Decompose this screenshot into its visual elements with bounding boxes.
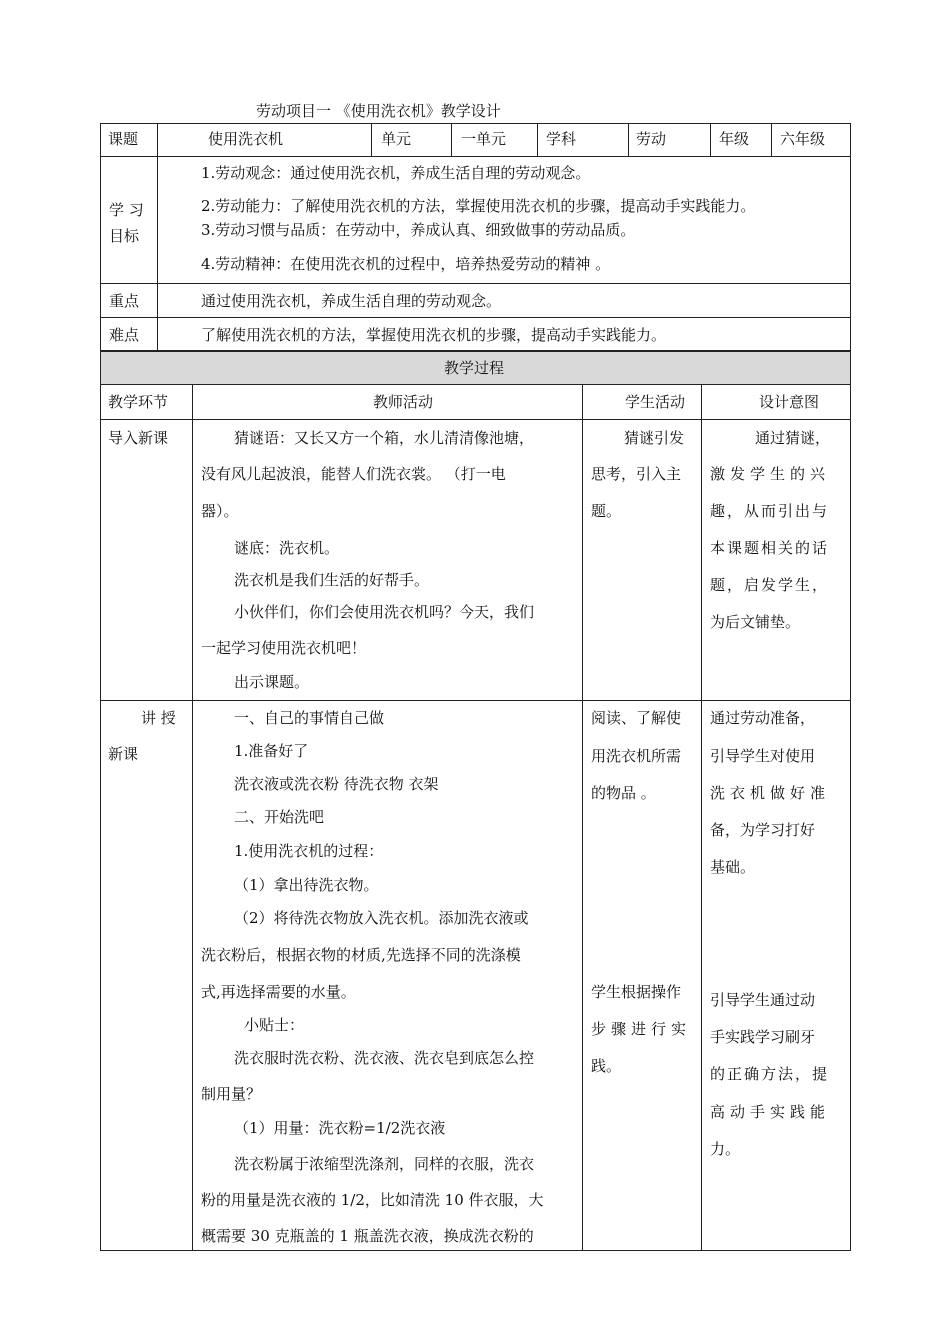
lesson-teacher-line: 小贴士：: [244, 1016, 305, 1034]
lesson-intent-line: 高动手实践能: [710, 1103, 831, 1121]
goal-item: 1.劳动观念：通过使用洗衣机，养成生活自理的劳动观念。: [201, 164, 591, 182]
lesson-teacher-line: （2）将待洗衣物放入洗衣机。添加洗衣液或: [234, 909, 529, 927]
intro-teacher-line: 猜谜语：又长又方一个箱，水儿清清像池塘，: [234, 429, 535, 447]
lesson-stage: 新课: [108, 745, 139, 763]
topic-label: 课题: [108, 130, 139, 148]
lesson-teacher-line: 1.准备好了: [234, 742, 309, 760]
lesson-intent-line: 引导学生通过动: [710, 991, 816, 1009]
lesson-teacher-line: 粉的用量是洗衣液的 1/2，比如清洗 10 件衣服，大: [201, 1191, 544, 1209]
lesson-intent-line: 的正确方法，提: [710, 1065, 830, 1083]
lesson-student-line: 步骤进行实: [591, 1020, 692, 1038]
intro-student-line: 猜谜引发: [624, 429, 685, 447]
lesson-student-line: 阅读、了解使: [591, 709, 682, 727]
intro-intent-line: 为后文铺垫。: [710, 613, 801, 631]
lesson-intent-line: 手实践学习刷牙: [710, 1028, 816, 1046]
grade-label: 年级: [719, 130, 750, 148]
lesson-teacher-line: 概需要 30 克瓶盖的 1 瓶盖洗衣液，换成洗衣粉的: [201, 1227, 534, 1245]
lesson-student-line: 践。: [591, 1057, 622, 1075]
lesson-teacher-line: 1.使用洗衣机的过程：: [234, 842, 384, 860]
lesson-intent-line: 通过劳动准备，: [710, 709, 816, 727]
column-header-intent: 设计意图: [759, 393, 820, 411]
intro-student-line: 题。: [591, 502, 622, 520]
column-header-teacher: 教师活动: [373, 393, 434, 411]
grade-value: 六年级: [780, 130, 826, 148]
document-title: 劳动项目一 《使用洗衣机》教学设计: [256, 102, 501, 120]
key-point-label: 重点: [109, 292, 140, 310]
lesson-teacher-line: （1）用量：洗衣粉=1/2洗衣液: [234, 1119, 446, 1137]
process-title: 教学过程: [444, 359, 505, 377]
intro-stage: 导入新课: [108, 429, 169, 447]
lesson-intent-line: 洗衣机做好准: [710, 784, 831, 802]
intro-teacher-line: 洗衣机是我们生活的好帮手。: [234, 571, 430, 589]
intro-intent-line: 激发学生的兴: [710, 465, 831, 483]
goal-item: 3.劳动习惯与品质：在劳动中，养成认真、细致做事的劳动品质。: [201, 221, 636, 239]
lesson-teacher-line: 洗衣粉后，根据衣物的材质,先选择不同的洗涤模: [201, 946, 521, 964]
lesson-intent-line: 力。: [710, 1140, 741, 1158]
difficulty-value: 了解使用洗衣机的方法，掌握使用洗衣机的步骤，提高动手实践能力。: [201, 326, 667, 344]
lesson-intent-line: 备，为学习打好: [710, 821, 816, 839]
column-header-student: 学生活动: [625, 393, 686, 411]
intro-teacher-line: 没有风儿起波浪，能替人们洗衣裳。 （打一电: [201, 465, 506, 483]
goals-label: 目标: [109, 227, 140, 245]
intro-teacher-line: 一起学习使用洗衣机吧！: [201, 639, 367, 657]
intro-intent-line: 通过猜谜，: [755, 429, 831, 447]
subject-label: 学科: [546, 130, 577, 148]
intro-teacher-line: 出示课题。: [234, 673, 310, 691]
lesson-teacher-line: 二、开始洗吧: [234, 808, 325, 826]
lesson-intent-line: 引导学生对使用: [710, 747, 816, 765]
lesson-teacher-line: 洗衣服时洗衣粉、洗衣液、洗衣皂到底怎么控: [234, 1049, 535, 1067]
unit-value: 一单元: [461, 130, 507, 148]
lesson-student-line: 用洗衣机所需: [591, 747, 682, 765]
intro-intent-line: 本课题相关的话: [710, 539, 830, 557]
intro-intent-line: 题，启发学生，: [710, 576, 830, 594]
lesson-teacher-line: 洗衣液或洗衣粉 待洗衣物 衣架: [234, 775, 439, 793]
lesson-teacher-line: 一、自己的事情自己做: [234, 709, 385, 727]
difficulty-label: 难点: [109, 326, 140, 344]
lesson-stage: 讲 授: [141, 709, 176, 727]
intro-teacher-line: 器）。: [201, 502, 239, 520]
unit-label: 单元: [381, 130, 412, 148]
topic-value: 使用洗衣机: [208, 130, 284, 148]
lesson-teacher-line: （1）拿出待洗衣物。: [234, 876, 379, 894]
lesson-intent-line: 基础。: [710, 858, 756, 876]
lesson-teacher-line: 式,再选择需要的水量。: [201, 983, 356, 1001]
intro-teacher-line: 小伙伴们，你们会使用洗衣机吗？今天，我们: [234, 603, 535, 621]
goals-label: 学 习: [109, 201, 144, 219]
lesson-teacher-line: 制用量？: [201, 1085, 262, 1103]
lesson-student-line: 的物品 。: [591, 784, 656, 802]
column-header-stage: 教学环节: [108, 393, 169, 411]
goal-item: 4.劳动精神：在使用洗衣机的过程中，培养热爱劳动的精神 。: [201, 255, 611, 273]
subject-value: 劳动: [636, 130, 667, 148]
intro-teacher-line: 谜底：洗衣机。: [234, 539, 340, 557]
key-point-value: 通过使用洗衣机，养成生活自理的劳动观念。: [201, 292, 502, 310]
intro-student-line: 思考，引入主: [591, 465, 682, 483]
goal-item: 2.劳动能力：了解使用洗衣机的方法，掌握使用洗衣机的步骤，提高动手实践能力。: [201, 197, 756, 215]
lesson-student-line: 学生根据操作: [591, 983, 682, 1001]
lesson-teacher-line: 洗衣粉属于浓缩型洗涤剂，同样的衣服，洗衣: [234, 1155, 535, 1173]
intro-intent-line: 趣，从而引出与: [710, 502, 830, 520]
